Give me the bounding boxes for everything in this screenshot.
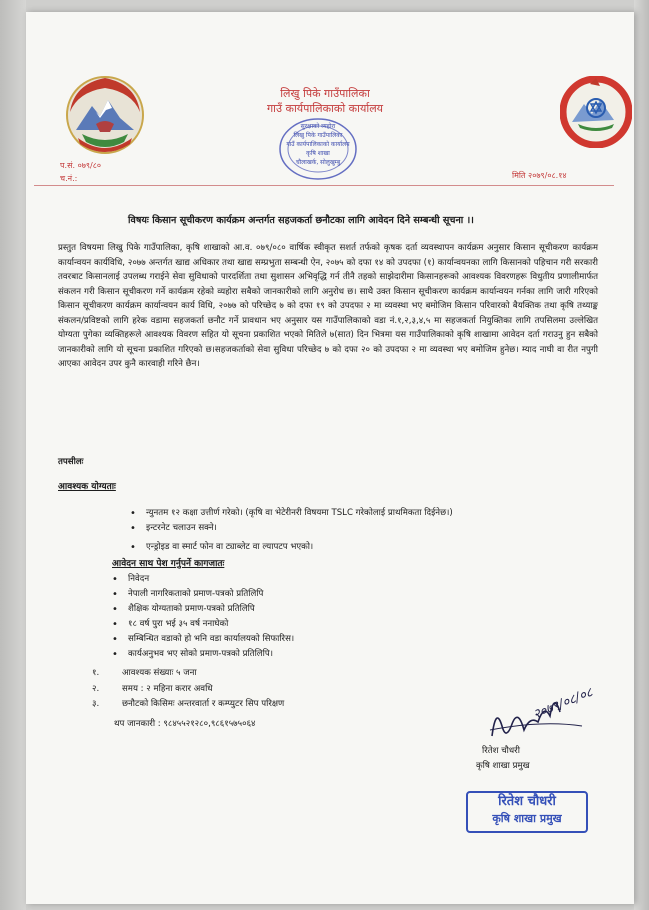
signature-date: २०७९/०८/०८ [531,685,596,723]
document-item: • सम्बिन्धित वडाको हो भनि वडा कार्यालयको सिफारिस। [112,632,294,647]
details-label: तपसीलः [58,457,84,467]
stamp-name: रितेश चौधरी [498,794,556,809]
document-item: • निवेदन [112,572,294,587]
numbered-list [92,666,284,713]
documents-heading: आवेदन साथ पेश गर्नुपर्ने कागजातः [112,559,225,569]
seal-line-5: चौलाखर्क, सोलुखुम्बु [295,159,341,166]
qualification-item: • एन्ड्रोइड वा स्मार्ट फोन वा ट्याब्लेट वा ल्यापटप भएको। [130,540,453,555]
dispatch-number: च.नं.: [60,174,78,183]
stamp-designation: कृषि शाखा प्रमुख [492,812,562,825]
municipality-logo [560,76,632,148]
seal-line-3: गाउँ कार्यपालिकाको कार्यालय [286,141,350,148]
nepal-emblem-logo [62,72,148,158]
office-seal-stamp [268,116,368,182]
header-divider [34,185,614,186]
seal-line-1: सुरक्षाको व्यहोरा [300,123,336,130]
notice-body: प्रस्तुत विषयमा लिखु पिके गाउँपालिका, कृषि शाखाको आ.व. ०७९/०८० वार्षिक स्वीकृत सशर्त तर्फको कृषक दर्ता व्यवस्थापन कार्यक्रम अनुसार किसान सूचीकरण कार्यक्रम कार्यान्वयन कार्यविधि, २०७७ अन्तर्गत खाद्य अधिकार तथा खाद्य सम्प्रभुता सम्बन्धी ऐन, २०७५ को दफा १४ को उपदफा (१) कार्यान्वयनका लागि किसानको पहिचान गरी सरकारी तवरबाट किसानलाई उपलब्ध गराईने सेवा सुविधाको पारदर्शिता तथा सुशासन अभिवृद्धि गर्न तीनै तहको साझेदारीमा किसानहरूको आवश्यक विवरणहरू विधुतीय प्रणालीमार्फत संकलन गरी किसान सूचीकरण गर्ने कार्यक्रम रहेको व्यहोरा सबैको जानकारीको लागि अनुरोध छ। साथै उक्त किसान सूचीकरण कार्यक्रम कार्यान्वयन गर्नका लागि जारी गरिएको किसान सूचीकरण कार्यक्रम कार्यान्वयन कार्य विधि, २०७७ को परिच्छेद ७ को दफा १९ को उपदफा २ मा व्यवस्था भए बमोजिम किसान परिवारको बैयक्तिक तथा कृषि तथ्याङ्क संकलन/प्रविष्टको लागि हरेक वडामा सहजकर्ता छनौट गर्ने प्रावधान भए अनुसार यस गाउँपालिकाको वडा नं.१,२,३,४,५ मा सहजकर्ता नियुक्तिका लागि तपसिलमा उल्लेखित योग्यता पुगेका व्यक्तिहरूले आवश्यक विवरण सहित यो सूचना प्रकाशित भएको मितिले ७(सात) दिन भित्रमा यस गाउँपालिकाको कृषि शाखामा आवेदन दर्ता गराउनु हुन सबैको जानकारीको लागि यो सूचना प्रकाशित गरिएको छ।सहजकर्ताको सेवा सुविधा परिच्छेद ७ को दफा २० को उपदफा २ मा व्यवस्था भए बमोजिम हुनेछ। म्याद नाघी वा रीत नपुगी आएका आवेदन उपर कुनै कारवाही गरिने छैन। [58,243,598,369]
qualifications-heading: आवश्यक योग्यताः [58,482,116,492]
numbered-item: ३. छनौटको किसिमः अन्तरवार्ता र कम्प्युटर सिप परिक्षण [92,699,285,709]
document-item: • शैक्षिक योग्यताको प्रमाण-पत्रको प्रतिलिपि [112,602,294,617]
qualification-item: • न्युनतम १२ कक्षा उत्तीर्ण गरेको। (कृषि वा भेटेरीनरी विषयमा TSLC गरेकोलाई प्राथमिकता दिईनेछ।) [130,506,453,521]
numbered-item: २. समय : २ महिना करार अवधि [92,683,213,694]
document-item: • कार्यअनुभव भए सोको प्रमाण-पत्रको प्रतिलिपि। [112,647,294,662]
signatory-name: रितेश चौधरी [482,746,520,756]
seal-line-2: लिखु पिके गाउँपालिका [293,132,343,139]
qualifications-list [130,506,453,555]
documents-list [112,572,294,662]
signatory-stamp [466,791,588,833]
signatory-designation: कृषि शाखा प्रमुख [476,761,530,771]
qualification-item: • इन्टरनेट चलाउन सक्ने। [130,521,453,536]
contact-info: थप जानकारी : ९८४५५२१२८०,९८६१५७५०६४ [114,719,256,729]
letter-date: मिति २०७९/०८.१४ [512,171,567,180]
reference-number: प.सं. ०७९/८० [60,161,102,170]
notice-subject: विषयः किसान सूचीकरण कार्यक्रम अन्तर्गत सहजकर्ता छनौटका लागि आवेदन दिने सम्बन्धी सूचना ।। [128,215,474,226]
document-item: • १८ वर्ष पुरा भई ३५ वर्ष ननाघेको [112,617,294,632]
background-right [634,0,649,910]
header-office-name: गाउँ कार्यपालिकाको कार्यालय [266,102,384,115]
background-left [0,0,26,910]
seal-line-4: कृषि शाखा [306,150,330,157]
header-municipality-name: लिखु पिके गाउँपालिका [280,87,370,100]
document-item: • नेपाली नागरिकताको प्रमाण-पत्रको प्रतिलिपि [112,587,294,602]
numbered-item: १. आवश्यक संख्याः ५ जना [92,668,197,678]
